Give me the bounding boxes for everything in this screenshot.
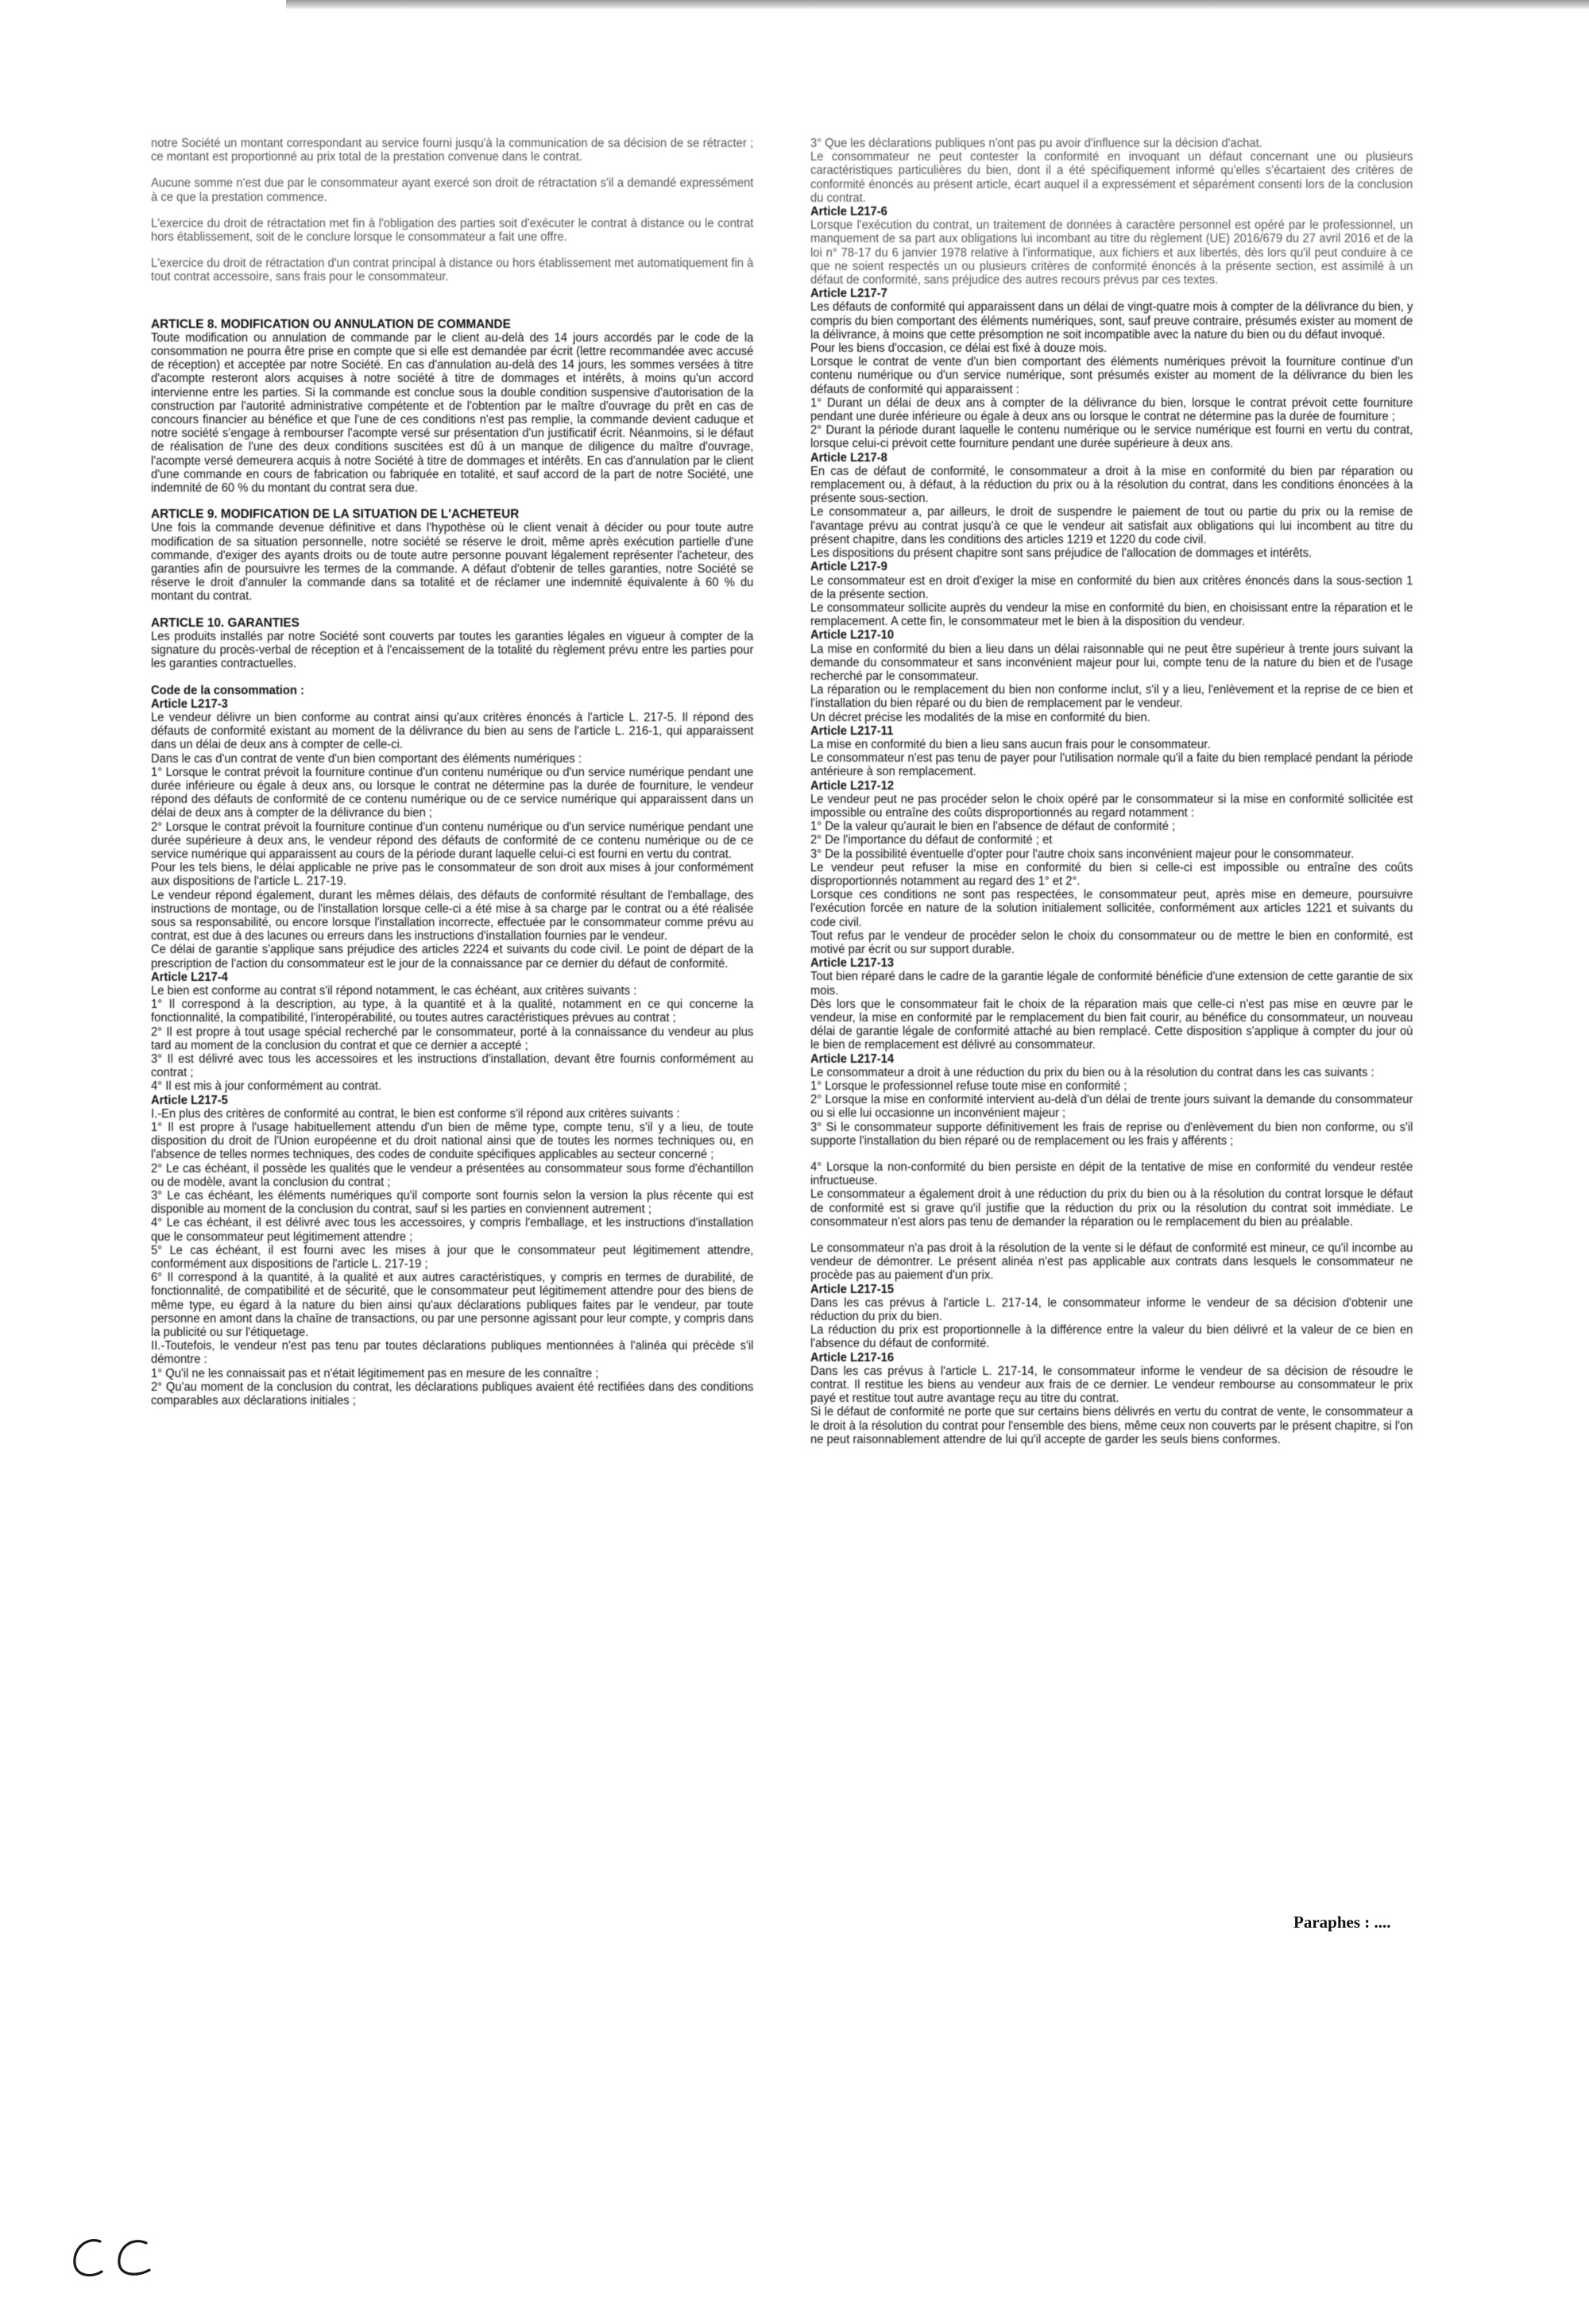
paragraph: Dans les cas prévus à l'article L. 217-14, le consommateur informe le vendeur de sa décision de résoudre le contrat. Il restitue les biens au vendeur aux frais de ce dernier. Le vendeur rembourse au consommateur le prix payé et restitue tout autre avantage reçu au titre du contrat. [810,1364,1413,1406]
code-article-title: Article L217-8 [810,450,887,465]
section-gap [151,284,753,318]
code-article-title: Article L217-5 [151,1093,228,1107]
scan-top-edge [286,0,1589,10]
paragraph: 1° Durant un délai de deux ans à compter de la délivrance du bien, lorsque le contrat prévoit cette fourniture pendant une durée inférieure ou égale à deux ans ou lorsque le contrat ne détermine pas la durée de fourniture ; [810,396,1413,424]
paragraph: Pour les tels biens, le délai applicable ne prive pas le consommateur de son droit aux mises à jour conformément aux dispositions de l'article L. 217-19. [151,861,754,889]
paragraph-gap [151,495,753,508]
paragraph: II.-Toutefois, le vendeur n'est pas tenu par toutes déclarations publiques mentionnées à l'alinéa qui précède s'il démontre : [151,1339,754,1367]
paragraph: 1° De la valeur qu'aurait le bien en l'absence de défaut de conformité ; [810,820,1176,834]
paragraph: 3° Il est délivré avec tous les accessoires et les instructions d'installation, devant être fournis conformément au contrat ; [151,1052,754,1080]
paragraph: 3° Le cas échéant, les éléments numériques qu'il comporte sont fournis selon la version la plus récente qui est disponible au moment de la conclusion du contrat, sauf si les parties en conviennent autrement ; [151,1189,754,1217]
paragraph: 5° Le cas échéant, il est fourni avec les mises à jour que le consommateur peut légitimement attendre, conformément aux dispositions de l'article L. 217-19 ; [151,1243,754,1272]
paragraph: 1° Il est propre à l'usage habituellement attendu d'un bien de même type, compte tenu, s'il y a lieu, de toute disposition du droit de l'Union européenne et du droit national ainsi que de toutes les normes techniques ou, en l'absence de telles normes techniques, des codes de conduite spécifiques applicables au secteur concerné ; [151,1121,754,1162]
paragraph: Le consommateur a droit à une réduction du prix du bien ou à la résolution du contrat dans les cas suivants : [810,1065,1374,1079]
paragraph: La réparation ou le remplacement du bien non conforme inclut, s'il y a lieu, l'enlèvement et la reprise de ce bien et l'installation du bien réparé ou du bien de remplacement par le vendeur. [810,683,1413,711]
paragraph: 1° Qu'il ne les connaissait pas et n'était légitimement pas en mesure de les connaître ; [151,1366,599,1380]
paragraph: Lorsque ces conditions ne sont pas respectées, le consommateur peut, après mise en demeure, poursuivre l'exécution forcée en nature de la solution initialement sollicitée, conformément aux articles 1221 et suivants du code civil. [810,888,1413,929]
paragraph: Le vendeur répond également, durant les mêmes délais, des défauts de conformité résultant de l'emballage, des instructions de montage, ou de l'installation lorsque celle-ci a été mise à sa charge par le contrat ou a été réalisée sous sa responsabilité, ou encore lorsque l'installation incorrecte, effectuée par le consommateur comme prévu au contrat, est due à des lacunes ou erreurs dans les instructions d'installation fournies par le vendeur. [151,888,754,944]
paraphes-label: Paraphes : .... [1293,1913,1391,1932]
code-article-title: Article L217-10 [810,628,895,643]
paragraph: Pour les biens d'occasion, ce délai est fixé à douze mois. [810,342,1108,356]
paragraph-gap [151,604,753,616]
paragraph: En cas de défaut de conformité, le consommateur a droit à la mise en conformité du bien par réparation ou remplacement ou, à défaut, à la réduction du prix ou à la résolution du contrat, dans les conditions énoncées à la présente sous-section. [810,464,1413,506]
paragraph: Dès lors que le consommateur fait le choix de la réparation mais que celle-ci n'est pas mise en œuvre par le vendeur, la mise en conformité par le remplacement du bien fait courir, au bénéfice du consommateur, un nouveau délai de garantie légale de conformité attaché au bien remplacé. Cette disposition s'applique à compter du jour où le bien de remplacement est délivré au consommateur. [810,997,1413,1052]
paragraph: 2° Qu'au moment de la conclusion du contrat, les déclarations publiques avaient été rectifiées dans des conditions comparables aux déclarations initiales ; [151,1380,754,1408]
paragraph: 3° De la possibilité éventuelle d'opter pour l'autre choix sans inconvénient majeur pour le consommateur. [810,847,1355,861]
paragraph: notre Société un montant correspondant au service fourni jusqu'à la communication de sa décision de se rétracter ; ce montant est proportionné au prix total de la prestation convenue dans le contrat. [151,137,754,164]
article-heading: ARTICLE 9. MODIFICATION DE LA SITUATION DE L'ACHETEUR [151,508,520,522]
paragraph: Tout refus par le vendeur de procéder selon le choix du consommateur ou de mettre le bien en conformité, est motivé par écrit ou sur support durable. [810,928,1413,956]
paragraph-gap [151,671,753,684]
paragraph: Dans le cas d'un contrat de vente d'un bien comportant des éléments numériques : [151,751,582,766]
paragraph: 6° Il correspond à la quantité, à la qualité et aux autres caractéristiques, y compris en termes de durabilité, de fonctionnalité, de compatibilité et de sécurité, que le consommateur peut légitimement attendre pour des biens de même type, eu égard à la nature du bien ainsi qu'aux déclarations publiques faites par le vendeur, par toute personne en amont dans la chaîne de transactions, ou par une personne agissant pour leur compte, y compris dans la publicité ou sur l'étiquetage. [151,1271,754,1340]
paragraph: 2° De l'importance du défaut de conformité ; et [810,833,1053,847]
left-column [151,137,753,1908]
paragraph-gap [151,164,753,176]
paragraph: 3° Que les déclarations publiques n'ont pas pu avoir d'influence sur la décision d'achat. [810,137,1262,150]
right-column [810,137,1413,1908]
paragraph: Le consommateur a, par ailleurs, le droit de suspendre le paiement de tout ou partie du prix ou la remise de l'avantage prévu au contrat jusqu'à ce que le vendeur ait satisfait aux obligations qui lui incombent au titre du présent chapitre, dans les conditions des articles 1219 et 1220 du code civil. [810,505,1413,546]
paragraph: 1° Lorsque le contrat prévoit la fourniture continue d'un contenu numérique ou d'un service numérique pendant une durée inférieure ou égale à deux ans, ou lorsque le contrat ne détermine pas la durée de fourniture, le vendeur répond des défauts de conformité de ce contenu numérique ou de ce service numérique qui apparaissent dans un délai de deux ans à compter de la délivrance du bien ; [151,765,754,820]
paragraph-gap [810,1229,1413,1241]
paragraph: Toute modification ou annulation de commande par le client au-delà des 14 jours accordés par le code de la consommation ne pourra être prise en compte que si elle est demandée par écrit (lettre recommandée avec accusé de réception) et acceptée par notre Société. En cas d'annulation au-delà des 14 jours, les sommes versées à titre d'acompte resteront alors acquises à notre société à titre de dommages et intérêts, à moins qu'un accord intervienne entre les parties. Si la commande est conclue sous la double condition suspensive d'autorisation de la construction par l'autorité administrative compétente et de l'obtention par le maître d'ouvrage du prêt en cas de concours financier au bénéfice et que l'une de ces conditions n'est pas remplie, la commande devient caduque et notre société s'engage à rembourser l'acompte versé sur présentation d'un justificatif écrit. Néanmoins, si le défaut de réalisation de l'une des deux conditions suscitées est dû à un manque de diligence du maître d'ouvrage, l'acompte versé demeurera acquis à notre Société à titre de dommages et intérêts. En cas d'annulation par le client d'une commande en cours de fabrication ou fabriquée en totalité, et sauf accord de la part de notre Société, une indemnité de 60 % du montant du contrat sera due. [151,330,754,496]
code-article-title: Article L217-9 [810,560,887,574]
paragraph: Le consommateur sollicite auprès du vendeur la mise en conformité du bien, en choisissant entre la réparation et le remplacement. A cette fin, le consommateur met le bien à la disposition du vendeur. [810,600,1413,629]
paragraph: Un décret précise les modalités de la mise en conformité du bien. [810,710,1150,724]
paragraph: La réduction du prix est proportionnelle à la différence entre la valeur du bien délivré et la valeur de ce bien en l'absence du défaut de conformité. [810,1323,1413,1351]
paragraph: I.-En plus des critères de conformité au contrat, le bien est conforme s'il répond aux critères suivants : [151,1106,680,1121]
paragraph: Lorsque le contrat de vente d'un bien comportant des éléments numériques prévoit la fourniture continue d'un contenu numérique ou d'un service numérique, sont présumés exister au moment de la délivrance du bien les défauts de conformité qui apparaissent : [810,355,1413,396]
paragraph: 3° Si le consommateur supporte définitivement les frais de reprise ou d'enlèvement du bien non conforme, ou s'il supporte l'installation du bien réparé ou de remplacement ou les frais y afférents ; [810,1120,1413,1148]
code-article-title: Article L217-6 [810,205,887,219]
paragraph: 2° Il est propre à tout usage spécial recherché par le consommateur, porté à la connaissance du vendeur au plus tard au moment de la conclusion du contrat et que ce dernier a accepté ; [151,1025,754,1052]
paragraph: 4° Le cas échéant, il est délivré avec tous les accessoires, y compris l'emballage, et les instructions d'installation que le consommateur peut légitimement attendre ; [151,1216,754,1244]
paragraph: Le vendeur peut refuser la mise en conformité du bien si celle-ci est impossible ou entraîne des coûts disproportionnés notamment au regard des 1° et 2°. [810,860,1413,888]
paragraph: L'exercice du droit de rétractation d'un contrat principal à distance ou hors établissement met automatiquement fin à tout contrat accessoire, sans frais pour le consommateur. [151,257,754,284]
code-article-title: Article L217-3 [151,697,228,711]
paragraph: Lorsque l'exécution du contrat, un traitement de données à caractère personnel est opéré par le professionnel, un manquement de sa part aux obligations lui incombant au titre du règlement (UE) 2016/679 du 27 avril 2016 et de la loi n° 78-17 du 6 janvier 1978 relative à l'informatique, aux fichiers et aux libertés, dès lors qu'il peut conduire à ce que ne soient respectés un ou plusieurs critères de conformité énoncés à la présente section, est assimilé à un défaut de conformité, sans préjudice des autres recours prévus par ces textes. [810,218,1413,288]
paragraph: 4° Il est mis à jour conformément au contrat. [151,1079,382,1094]
paragraph: Aucune somme n'est due par le consommateur ayant exercé son droit de rétractation s'il a demandé expressément à ce que la prestation commence. [151,176,754,204]
paragraph: Si le défaut de conformité ne porte que sur certains biens délivrés en vertu du contrat de vente, le consommateur a le droit à la résolution du contrat pour l'ensemble des biens, même ceux non couverts par le présent chapitre, si l'on ne peut raisonnablement attendre de lui qu'il accepte de garder les seuls biens conformes. [810,1405,1413,1446]
paragraph: 2° Le cas échéant, il possède les qualités que le vendeur a présentées au consommateur sous forme d'échantillon ou de modèle, avant la conclusion du contrat ; [151,1161,754,1189]
paragraph: Le vendeur délivre un bien conforme au contrat ainsi qu'aux critères énoncés à l'article L. 217-5. Il répond des défauts de conformité existant au moment de la délivrance du bien au sens de l'article L. 216-1, qui apparaissent dans un délai de deux ans à compter de celle-ci. [151,710,754,752]
paragraph: Le consommateur n'est pas tenu de payer pour l'utilisation normale qu'il a faite du bien remplacé pendant la période antérieure à son remplacement. [810,751,1413,779]
code-article-title: Article L217-15 [810,1282,895,1296]
paragraph: Les produits installés par notre Société sont couverts par toutes les garanties légales en vigueur à compter de la signature du procès-verbal de réception et à l'encaissement de la totalité du règlement prévu entre les parties pour les garanties contractuelles. [151,629,754,671]
paragraph: Le consommateur est en droit d'exiger la mise en conformité du bien aux critères énoncés dans la sous-section 1 de la présente section. [810,573,1413,601]
paragraph: La mise en conformité du bien a lieu sans aucun frais pour le consommateur. [810,737,1211,751]
code-article-title: Article L217-11 [810,724,894,738]
paragraph: L'exercice du droit de rétractation met fin à l'obligation des parties soit d'exécuter le contrat à distance ou le contrat hors établissement, soit de le conclure lorsque le consommateur a fait une offre. [151,216,754,245]
code-article-title: Article L217-7 [810,287,887,301]
document-page [151,137,1438,1908]
code-article-title: Article L217-14 [810,1052,895,1066]
paragraph: 1° Lorsque le professionnel refuse toute mise en conformité ; [810,1079,1127,1094]
paragraph: Le consommateur n'a pas droit à la résolution de la vente si le défaut de conformité est mineur, ce qu'il incombe au vendeur de démontrer. Le présent alinéa n'est pas applicable aux contrats dans lesquels le consommateur ne procède pas au paiement d'un prix. [810,1241,1413,1283]
article-heading: ARTICLE 10. GARANTIES [151,616,300,630]
paragraph: 2° Durant la période durant laquelle le contenu numérique ou le service numérique est fourni en vertu du contrat, lorsque celui-ci prévoit cette fourniture pendant une durée supérieure à deux ans. [810,423,1413,451]
paragraph: Le consommateur a également droit à une réduction du prix du bien ou à la résolution du contrat lorsque le défaut de conformité est si grave qu'il justifie que la réduction du prix ou la résolution du contrat soit immédiate. Le consommateur n'est alors pas tenu de demander la réparation ou le remplacement du bien au préalable. [810,1187,1413,1229]
paragraph-gap [810,1148,1413,1160]
paragraph: 4° Lorsque la non-conformité du bien persiste en dépit de la tentative de mise en conformité du vendeur restée infructueuse. [810,1160,1413,1188]
paragraph: Les dispositions du présent chapitre sont sans préjudice de l'allocation de dommages et intérêts. [810,546,1313,561]
paragraph: 2° Lorsque le contrat prévoit la fourniture continue d'un contenu numérique ou d'un service numérique pendant une durée supérieure à deux ans, le vendeur répond des défauts de conformité de ce contenu numérique ou de ce service numérique qui apparaissent au cours de la période durant laquelle celui-ci est fourni en vertu du contrat. [151,820,754,861]
code-article-title: Code de la consommation : [151,683,304,697]
code-article-title: Article L217-4 [151,970,228,984]
article-heading: ARTICLE 8. MODIFICATION OU ANNULATION DE COMMANDE [151,317,511,331]
paragraph: Dans les cas prévus à l'article L. 217-14, le consommateur informe le vendeur de sa décision d'obtenir une réduction du prix du bien. [810,1295,1413,1324]
paragraph: La mise en conformité du bien a lieu dans un délai raisonnable qui ne peut être supérieur à trente jours suivant la demande du consommateur et sans inconvénient majeur pour lui, compte tenu de la nature du bien et de l'usage recherché par le consommateur. [810,642,1413,683]
paragraph: Le vendeur peut ne pas procéder selon le choix opéré par le consommateur si la mise en conformité sollicitée est impossible ou entraîne des coûts disproportionnés au regard notamment : [810,792,1413,820]
paragraph-gap [151,244,753,257]
code-article-title: Article L217-16 [810,1350,895,1365]
paragraph: 2° Lorsque la mise en conformité intervient au-delà d'un délai de trente jours suivant la demande du consommateur ou si elle lui occasionne un inconvénient majeur ; [810,1093,1413,1121]
paragraph: Le consommateur ne peut contester la conformité en invoquant un défaut concernant une ou plusieurs caractéristiques particulières du bien, dont il a été spécifiquement informé qu'elles s'écartaient des critères de conformité énoncés au présent article, écart auquel il a expressément et séparément consenti lors de la conclusion du contrat. [810,150,1413,205]
paragraph: 1° Il correspond à la description, au type, à la quantité et à la qualité, notamment en ce qui concerne la fonctionnalité, la compatibilité, l'interopérabilité, ou toutes autres caractéristiques prévues au contrat ; [151,998,754,1025]
paragraph: Ce délai de garantie s'applique sans préjudice des articles 2224 et suivants du code civil. Le point de départ de la prescription de l'action du consommateur est le jour de la connaissance par ce dernier du défaut de conformité. [151,943,754,971]
code-article-title: Article L217-12 [810,778,895,793]
code-article-title: Article L217-13 [810,956,895,971]
paragraph-gap [151,204,753,217]
paragraph: Le bien est conforme au contrat s'il répond notamment, le cas échéant, aux critères suivants : [151,983,637,998]
paragraph: Une fois la commande devenue définitive et dans l'hypothèse où le client venait à décider ou pour toute autre modification de sa situation personnelle, notre société se réserve le droit, même après exécution partielle d'une commande, d'exiger des ayants droits ou de toute autre personne pouvant légalement représenter l'acheteur, des garanties afin de poursuivre les termes de la commande. A défaut d'obtenir de telles garanties, notre Société se réserve le droit d'annuler la commande dans sa totalité et de réclamer une indemnité équivalente à 60 % du montant du contrat. [151,521,754,604]
handwritten-initials [65,2224,176,2287]
paragraph: Les défauts de conformité qui apparaissent dans un délai de vingt-quatre mois à compter de la délivrance du bien, y compris du bien comportant des éléments numériques, sont, sauf preuve contraire, présumés exister au moment de la délivrance, à moins que cette présomption ne soit incompatible avec la nature du bien ou du défaut invoqué. [810,300,1413,342]
paragraph: Tout bien réparé dans le cadre de la garantie légale de conformité bénéficie d'une extension de cette garantie de six mois. [810,970,1413,998]
